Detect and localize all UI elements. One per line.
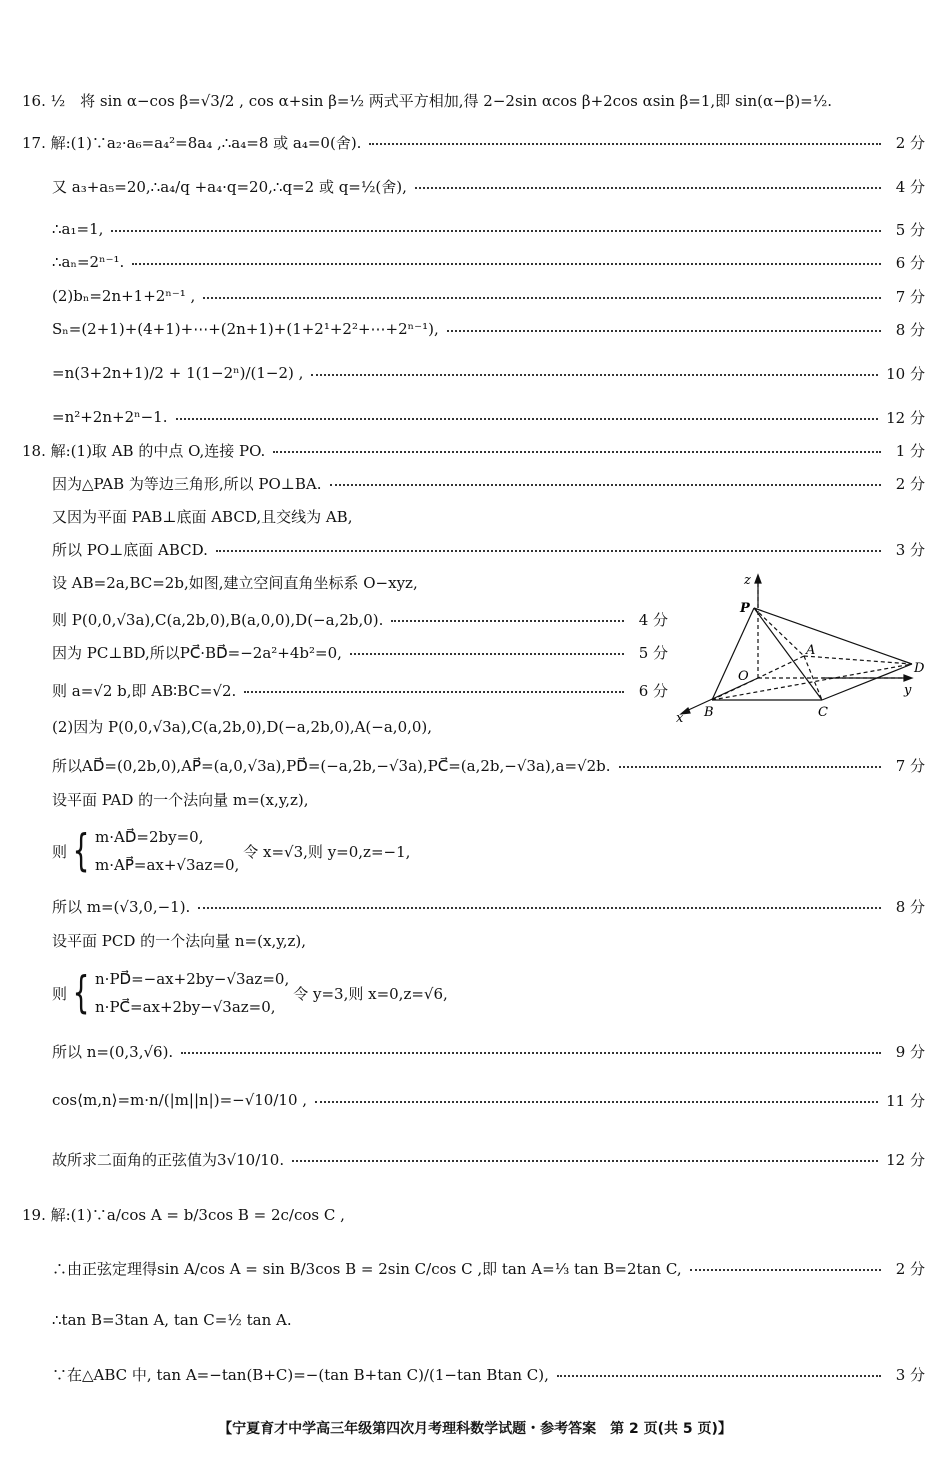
score-label: 10 分 xyxy=(886,364,925,383)
score-label: 2 分 xyxy=(895,133,925,152)
z-axis-arrow xyxy=(755,575,761,583)
edge-pb xyxy=(712,608,754,700)
answer-text: 16. ½ 将 sin α−cos β=√3/2 , cos α+sin β=½ 两式平方相加,得 2−2sin αcos β+2cos αsin β=1,即 sin(α−β)=½. xyxy=(22,91,833,110)
answer-line xyxy=(52,676,668,704)
score-label: 9 分 xyxy=(895,1042,925,1061)
pyramid-coordinate-figure xyxy=(672,572,930,724)
answer-line xyxy=(52,172,925,200)
label-a: A xyxy=(806,643,816,658)
answer-line xyxy=(52,282,925,310)
leader-dots xyxy=(132,263,881,265)
leader-dots xyxy=(198,907,881,909)
answer-text: 又因为平面 PAB⊥底面 ABCD,且交线为 AB, xyxy=(52,507,353,526)
score-label: 11 分 xyxy=(886,1091,925,1110)
score-label: 12 分 xyxy=(886,408,925,427)
answer-line xyxy=(52,403,925,431)
answer-line xyxy=(52,1306,925,1334)
answer-text: 则 a=√2 b,即 AB∶BC=√2. xyxy=(52,681,237,700)
y-axis-arrow xyxy=(904,675,912,681)
answer-text: 所以 m=(√3,0,−1). xyxy=(52,897,191,916)
leader-dots xyxy=(181,1052,881,1054)
score-label: 5 分 xyxy=(895,220,925,239)
leader-dots xyxy=(619,766,882,768)
page-footer: 【宁夏育才中学高三年级第四次月考理科数学试题・参考答案 第 2 页(共 5 页)】 xyxy=(218,1421,732,1437)
answer-text: 所以 PO⊥底面 ABCD. xyxy=(52,540,208,559)
answer-text: ∵在△ABC 中, tan A=−tan(B+C)=−(tan B+tan C)/(1−tan Btan C), xyxy=(52,1365,549,1384)
score-label: 3 分 xyxy=(895,1365,925,1384)
answer-text: 则 P(0,0,√3a),C(a,2b,0),B(a,0,0),D(−a,2b,0). xyxy=(52,610,384,629)
equation-system-plane-pad: 则 { m·AD⃗=2by=0, m·AP⃗=ax+√3az=0, 令 x=√3,则 y=0,z=−1, xyxy=(52,825,411,876)
score-label: 7 分 xyxy=(895,287,925,306)
score-label: 2 分 xyxy=(895,1259,925,1278)
answer-text: 又 a₃+a₅=20,∴a₄/q +a₄·q=20,∴q=2 或 q=½(舍), xyxy=(52,177,407,196)
answer-line xyxy=(52,926,925,954)
answer-text: =n(3+2n+1)/2 + 1(1−2ⁿ)/(1−2) , xyxy=(52,364,304,382)
leader-dots xyxy=(176,418,879,420)
answer-line xyxy=(52,1086,925,1114)
answer-text: 18. 解:(1)取 AB 的中点 O,连接 PO. xyxy=(22,441,266,460)
answer-line xyxy=(52,1037,925,1065)
answer-text: 设 AB=2a,BC=2b,如图,建立空间直角坐标系 O−xyz, xyxy=(52,573,418,592)
score-label: 8 分 xyxy=(895,320,925,339)
answer-line xyxy=(22,86,925,114)
system2-row1: n·PD⃗=−ax+2by−√3az=0, xyxy=(95,970,290,988)
leader-dots xyxy=(311,374,878,376)
answer-line xyxy=(52,1254,925,1282)
label-z: z xyxy=(744,573,751,588)
system2-suffix: 令 y=3,则 x=0,z=√6, xyxy=(293,984,448,1003)
system1-suffix: 令 x=√3,则 y=0,z=−1, xyxy=(243,842,411,861)
label-x: x xyxy=(676,711,684,724)
answer-text: 19. 解:(1)∵a/cos A = b/3cos B = 2c/cos C , xyxy=(22,1205,345,1224)
label-y: y xyxy=(904,683,912,698)
leader-dots xyxy=(447,330,881,332)
answer-text: ∴a₁=1, xyxy=(52,220,104,238)
answer-line xyxy=(52,638,668,666)
system1-row1: m·AD⃗=2by=0, xyxy=(95,828,204,846)
score-label: 8 分 xyxy=(895,897,925,916)
score-label: 12 分 xyxy=(886,1150,925,1169)
answer-text: (2)因为 P(0,0,√3a),C(a,2b,0),D(−a,2b,0),A(−a,0,0), xyxy=(52,717,433,736)
system1-prefix: 则 xyxy=(52,842,68,861)
leader-dots xyxy=(350,653,624,655)
answer-text: 故所求二面角的正弦值为3√10/10. xyxy=(52,1150,285,1169)
score-label: 1 分 xyxy=(895,441,925,460)
label-b: B xyxy=(704,705,714,720)
answer-line xyxy=(52,785,925,813)
edge-pd xyxy=(754,608,912,664)
answer-text: 因为△PAB 为等边三角形,所以 PO⊥BA. xyxy=(52,474,322,493)
answer-line xyxy=(52,215,925,243)
answer-text: (2)bₙ=2n+1+2ⁿ⁻¹ , xyxy=(52,287,196,305)
answer-text: cos⟨m,n⟩=m·n/(|m||n|)=−√10/10 , xyxy=(52,1091,308,1109)
answer-text: 所以 n=(0,3,√6). xyxy=(52,1042,174,1061)
answer-line xyxy=(52,248,925,276)
score-label: 5 分 xyxy=(638,643,668,662)
answer-text: 设平面 PAD 的一个法向量 m=(x,y,z), xyxy=(52,790,309,809)
answer-text: 所以AD⃗=(0,2b,0),AP⃗=(a,0,√3a),PD⃗=(−a,2b,−√3a),PC⃗=(a,2b,−√3a),a=√2b. xyxy=(52,756,611,775)
label-c: C xyxy=(818,705,828,720)
leader-dots xyxy=(273,451,881,453)
score-label: 4 分 xyxy=(895,177,925,196)
edge-cd xyxy=(822,664,912,700)
answer-line xyxy=(22,436,925,464)
leader-dots xyxy=(111,230,881,232)
answer-line xyxy=(22,128,925,156)
answer-line xyxy=(52,1145,925,1173)
answer-line xyxy=(52,502,925,530)
leader-dots xyxy=(315,1101,878,1103)
system1-row2: m·AP⃗=ax+√3az=0, xyxy=(95,856,240,874)
leader-dots xyxy=(391,620,624,622)
answer-text: Sₙ=(2+1)+(4+1)+⋯+(2n+1)+(1+2¹+2²+⋯+2ⁿ⁻¹), xyxy=(52,320,439,338)
leader-dots xyxy=(244,691,624,693)
answer-line xyxy=(52,535,925,563)
score-label: 2 分 xyxy=(895,474,925,493)
leader-dots xyxy=(292,1160,878,1162)
answer-line xyxy=(52,712,668,740)
diag-ac xyxy=(804,656,822,700)
label-d: D xyxy=(914,661,925,676)
answer-text: 因为 PC⊥BD,所以PC⃗·BD⃗=−2a²+4b²=0, xyxy=(52,643,342,662)
edge-pa xyxy=(754,608,804,656)
answer-text: =n²+2n+2ⁿ−1. xyxy=(52,408,168,426)
leader-dots xyxy=(216,550,881,552)
answer-line xyxy=(52,892,925,920)
answer-text: ∴由正弦定理得sin A/cos A = sin B/3cos B = 2sin C/cos C ,即 tan A=⅓ tan B=2tan C, xyxy=(52,1259,682,1278)
answer-line xyxy=(52,359,925,387)
system2-row2: n·PC⃗=ax+2by−√3az=0, xyxy=(95,998,276,1016)
label-o: O xyxy=(738,669,749,684)
score-label: 7 分 xyxy=(895,756,925,775)
answer-line xyxy=(52,469,925,497)
leader-dots xyxy=(415,187,881,189)
leader-dots xyxy=(203,297,881,299)
answer-line xyxy=(52,568,668,596)
label-p: P xyxy=(740,601,750,616)
leader-dots xyxy=(557,1375,881,1377)
answer-line xyxy=(52,315,925,343)
answer-text: ∴tan B=3tan A, tan C=½ tan A. xyxy=(52,1311,292,1329)
answer-text: ∴aₙ=2ⁿ⁻¹. xyxy=(52,253,125,271)
answer-text: 17. 解:(1)∵a₂·a₆=a₄²=8a₄ ,∴a₄=8 或 a₄=0(舍). xyxy=(22,133,362,152)
leader-dots xyxy=(330,484,881,486)
answer-line xyxy=(22,1200,925,1228)
equation-system-plane-pcd: 则 { n·PD⃗=−ax+2by−√3az=0, n·PC⃗=ax+2by−√3az=0, 令 y=3,则 x=0,z=√6, xyxy=(52,967,448,1018)
answer-text: 设平面 PCD 的一个法向量 n=(x,y,z), xyxy=(52,931,306,950)
edge-ad xyxy=(804,656,912,664)
score-label: 4 分 xyxy=(638,610,668,629)
answer-line xyxy=(52,1360,925,1388)
score-label: 6 分 xyxy=(895,253,925,272)
score-label: 6 分 xyxy=(638,681,668,700)
answer-line xyxy=(52,605,668,633)
leader-dots xyxy=(690,1269,881,1271)
answer-line xyxy=(52,751,925,779)
leader-dots xyxy=(369,143,881,145)
system2-prefix: 则 xyxy=(52,984,68,1003)
score-label: 3 分 xyxy=(895,540,925,559)
